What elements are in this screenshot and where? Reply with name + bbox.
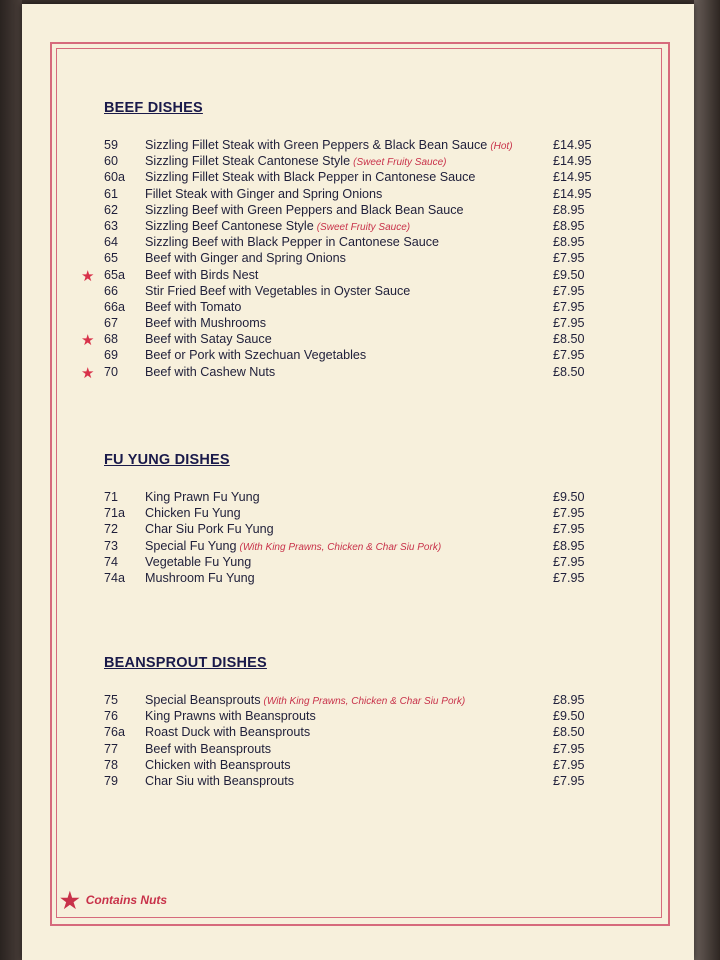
item-price: £8.50 xyxy=(553,725,585,740)
item-name-wrap xyxy=(145,316,266,330)
item-number: 76a xyxy=(104,725,126,740)
item-price: £8.95 xyxy=(553,693,585,707)
item-price: £7.95 xyxy=(553,554,585,569)
item-name: Beef or Pork with Szechuan Vegetables xyxy=(145,348,367,363)
item-price: £7.95 xyxy=(553,299,585,314)
item-note: (Sweet Fruity Sauce) xyxy=(353,157,447,169)
menu-item-row xyxy=(104,539,624,555)
menu-item-row xyxy=(104,693,624,709)
menu-item-row xyxy=(104,709,624,725)
item-number: 66 xyxy=(104,283,119,298)
item-number: 64 xyxy=(104,235,119,250)
item-number: 75 xyxy=(104,693,119,707)
item-name-wrap xyxy=(145,571,255,585)
item-name: Special Fu Yung xyxy=(145,538,237,553)
item-price: £7.95 xyxy=(553,348,585,363)
item-number: 60 xyxy=(104,154,119,169)
item-name-wrap xyxy=(145,235,439,249)
item-name: Special Beansprouts xyxy=(145,693,261,707)
item-note: (With King Prawns, Chicken & Char Siu Pork) xyxy=(263,696,466,707)
menu-item-row xyxy=(104,348,624,364)
item-name: King Prawn Fu Yung xyxy=(145,490,260,504)
menu-item-row xyxy=(104,187,624,203)
item-name: Char Siu with Beansprouts xyxy=(145,773,295,788)
section-heading: FU YUNG DISHES xyxy=(104,452,230,468)
menu-item-row xyxy=(104,725,624,741)
item-name: Sizzling Fillet Steak Cantonese Style xyxy=(145,154,351,169)
star-icon: ★ xyxy=(81,267,95,285)
item-name: Beef with Cashew Nuts xyxy=(145,364,276,379)
item-note: (Sweet Fruity Sauce) xyxy=(316,221,411,233)
item-number: 71a xyxy=(104,506,126,521)
item-list xyxy=(81,138,624,382)
item-name-wrap xyxy=(145,219,410,233)
item-number: 59 xyxy=(104,138,119,152)
item-name: Chicken Fu Yung xyxy=(145,506,241,521)
item-price: £8.95 xyxy=(553,538,585,553)
item-number: 69 xyxy=(104,348,119,363)
item-name-wrap xyxy=(145,742,271,756)
menu-item-row xyxy=(104,742,624,758)
item-number: 74a xyxy=(104,570,126,585)
item-note: (Hot) xyxy=(490,141,513,152)
item-name-wrap xyxy=(145,490,260,504)
item-name: Stir Fried Beef with Vegetables in Oyster Sauce xyxy=(145,283,411,298)
section-heading: BEANSPROUT DISHES xyxy=(104,655,267,671)
item-price: £7.95 xyxy=(553,283,585,298)
menu-item-row xyxy=(81,364,624,382)
beef-section xyxy=(81,100,624,382)
item-name: Sizzling Fillet Steak with Green Peppers & Black Bean Sauce xyxy=(145,138,488,152)
item-name-wrap xyxy=(145,138,513,152)
item-number: 74 xyxy=(104,554,119,569)
item-number: 71 xyxy=(104,490,119,504)
menu-item-row xyxy=(104,300,624,316)
menu-item-row xyxy=(104,219,624,235)
item-price: £7.95 xyxy=(553,741,585,756)
item-number: 76 xyxy=(104,709,119,724)
item-name-wrap xyxy=(145,709,316,723)
star-icon: ★ xyxy=(60,888,80,913)
item-price: £7.95 xyxy=(553,522,585,537)
item-price: £8.50 xyxy=(553,332,585,347)
menu-item-row xyxy=(104,316,624,332)
menu-item-row xyxy=(104,571,624,587)
item-price: £7.95 xyxy=(553,251,585,266)
section-heading: BEEF DISHES xyxy=(104,100,203,116)
item-price: £9.50 xyxy=(553,267,585,282)
item-name-wrap xyxy=(145,251,346,265)
item-name: Sizzling Fillet Steak with Black Pepper in Cantonese Sauce xyxy=(145,170,476,185)
item-name: Beef with Tomato xyxy=(145,299,242,314)
item-price: £8.95 xyxy=(553,235,585,250)
item-name-wrap xyxy=(145,154,446,168)
item-name-wrap xyxy=(145,332,272,346)
item-number: 72 xyxy=(104,522,119,537)
item-name: Fillet Steak with Ginger and Spring Onions xyxy=(145,186,383,201)
item-number: 66a xyxy=(104,299,126,314)
item-number: 78 xyxy=(104,757,119,772)
item-name-wrap xyxy=(145,774,294,788)
item-name-wrap xyxy=(145,522,274,536)
item-name: Beef with Beansprouts xyxy=(145,741,272,756)
item-name-wrap xyxy=(145,203,464,217)
menu-item-row xyxy=(104,170,624,186)
item-name-wrap xyxy=(145,693,465,707)
item-number: 68 xyxy=(104,332,119,347)
item-name-wrap xyxy=(145,170,475,184)
menu-item-row xyxy=(104,774,624,790)
item-price: £7.95 xyxy=(553,316,585,331)
item-name: Chicken with Beansprouts xyxy=(145,757,291,772)
item-name-wrap xyxy=(145,506,241,520)
item-name: King Prawns with Beansprouts xyxy=(145,709,316,724)
item-number: 61 xyxy=(104,186,119,201)
menu-item-row xyxy=(104,235,624,251)
item-note: (With King Prawns, Chicken & Char Siu Pork) xyxy=(239,541,442,553)
item-number: 77 xyxy=(104,741,119,756)
menu-item-row xyxy=(104,490,624,506)
item-name-wrap xyxy=(145,300,241,314)
item-name-wrap xyxy=(145,725,310,739)
beansprout-section xyxy=(104,655,624,790)
nuts-legend xyxy=(60,888,167,914)
item-name: Char Siu Pork Fu Yung xyxy=(145,522,274,537)
menu-item-row xyxy=(81,332,624,350)
menu-item-row xyxy=(104,522,624,538)
item-price: £7.95 xyxy=(553,506,585,521)
menu-item-row xyxy=(104,203,624,219)
item-number: 65 xyxy=(104,251,119,266)
item-name: Mushroom Fu Yung xyxy=(145,570,255,585)
item-number: 63 xyxy=(104,218,119,233)
item-name: Beef with Birds Nest xyxy=(145,267,259,282)
menu-item-row xyxy=(81,267,624,285)
item-name: Beef with Satay Sauce xyxy=(145,332,272,347)
item-number: 70 xyxy=(104,364,119,379)
menu-item-row xyxy=(104,758,624,774)
item-price: £7.95 xyxy=(553,570,585,585)
item-number: 62 xyxy=(104,202,119,217)
item-price: £14.95 xyxy=(553,170,592,185)
menu-item-row xyxy=(104,555,624,571)
star-icon: ★ xyxy=(81,364,95,382)
item-price: £14.95 xyxy=(553,154,592,169)
item-name: Sizzling Beef with Green Peppers and Black Bean Sauce xyxy=(145,202,464,217)
menu-binder-left-edge xyxy=(0,0,22,960)
item-price: £7.95 xyxy=(553,773,585,788)
item-name-wrap xyxy=(145,539,441,553)
item-list xyxy=(104,490,624,587)
item-name: Roast Duck with Beansprouts xyxy=(145,725,311,740)
item-name: Beef with Ginger and Spring Onions xyxy=(145,251,346,266)
star-icon: ★ xyxy=(81,332,95,350)
item-number: 67 xyxy=(104,316,119,331)
item-name: Sizzling Beef with Black Pepper in Cantonese Sauce xyxy=(145,235,440,250)
item-number: 60a xyxy=(104,170,126,185)
menu-binder-right-edge xyxy=(694,0,720,960)
item-price: £8.95 xyxy=(553,218,585,233)
item-name-wrap xyxy=(145,187,382,201)
menu-item-row xyxy=(104,251,624,267)
menu-item-row xyxy=(104,138,624,154)
item-name: Sizzling Beef Cantonese Style xyxy=(145,218,314,233)
item-number: 73 xyxy=(104,538,119,553)
item-name-wrap xyxy=(145,348,366,362)
menu-item-row xyxy=(104,284,624,300)
menu-item-row xyxy=(104,154,624,170)
item-name-wrap xyxy=(145,758,291,772)
item-name-wrap xyxy=(145,365,275,379)
item-price: £14.95 xyxy=(553,138,592,152)
item-price: £14.95 xyxy=(553,186,592,201)
item-name: Beef with Mushrooms xyxy=(145,316,267,331)
legend-label: Contains Nuts xyxy=(85,893,168,907)
item-price: £8.95 xyxy=(553,202,585,217)
menu-item-row xyxy=(104,506,624,522)
item-name: Vegetable Fu Yung xyxy=(145,554,252,569)
fu-yung-section xyxy=(104,452,624,587)
item-name-wrap xyxy=(145,555,251,569)
item-number: 79 xyxy=(104,773,119,788)
item-price: £9.50 xyxy=(553,490,585,504)
item-price: £7.95 xyxy=(553,757,585,772)
item-number: 65a xyxy=(104,267,126,282)
item-name-wrap xyxy=(145,284,410,298)
item-price: £9.50 xyxy=(553,709,585,724)
item-name-wrap xyxy=(145,268,258,282)
item-list xyxy=(104,693,624,790)
menu-page xyxy=(22,4,694,960)
item-price: £8.50 xyxy=(553,364,585,379)
